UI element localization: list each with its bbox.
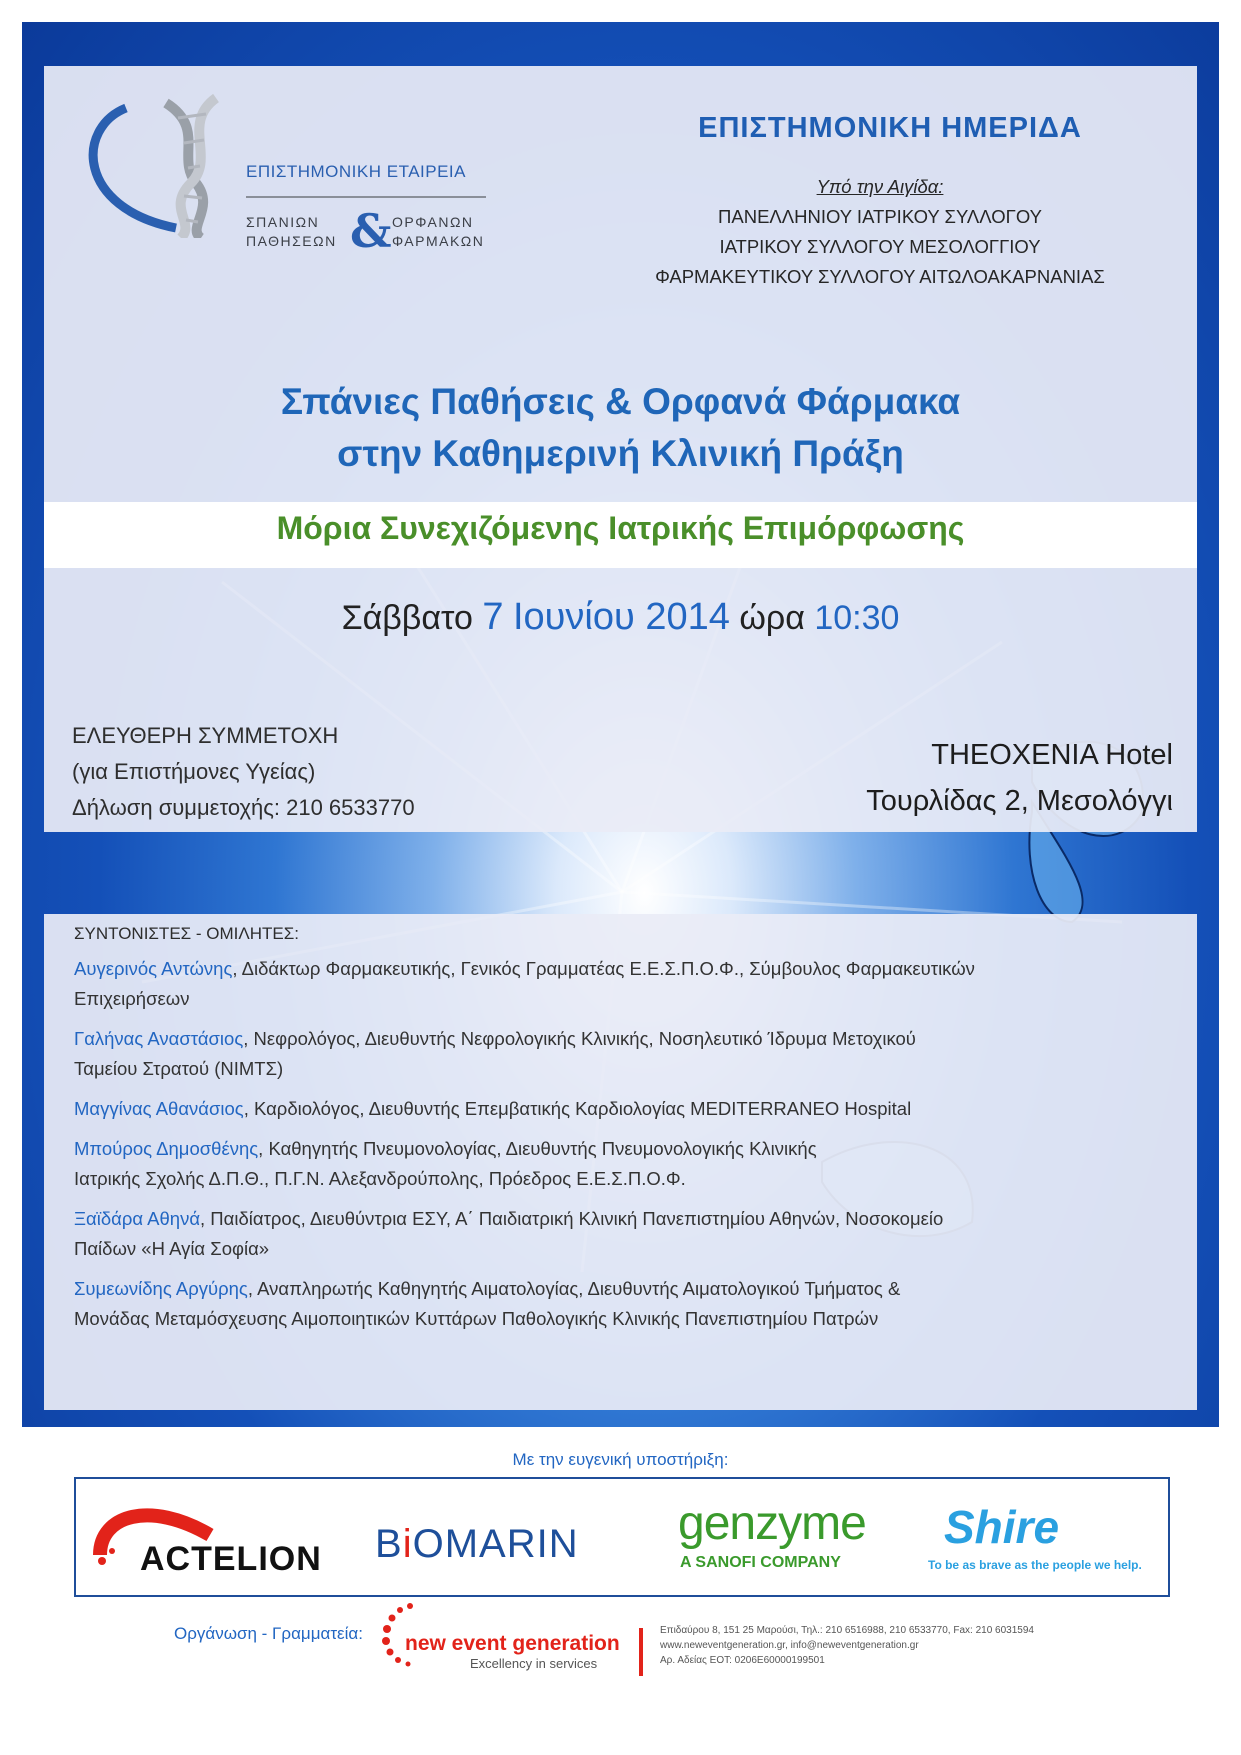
speaker-item <box>74 954 1154 1014</box>
contact-line: Επιδαύρου 8, 151 25 Μαρούσι, Τηλ.: 210 6516988, 210 6533770, Fax: 210 6031594 <box>660 1625 1034 1636</box>
speaker-name: Μαγγίνας Αθανάσιος <box>74 1098 244 1119</box>
speaker-role: , Αναπληρωτής Καθηγητής Αιματολογίας, Διευθυντής Αιματολογικού Τμήματος & <box>247 1278 901 1299</box>
logo-ampersand: & <box>350 204 392 258</box>
organizer-company: new event generation <box>405 1632 620 1655</box>
footer-divider <box>639 1628 643 1676</box>
event-date <box>44 596 1197 639</box>
genzyme-subtitle: A SANOFI COMPANY <box>680 1554 841 1571</box>
speaker-name: Μπούρος Δημοσθένης <box>74 1138 259 1159</box>
date-time: 10:30 <box>814 599 900 637</box>
date-month-year: Ιουνίου 2014 <box>512 596 730 638</box>
biomarin-b: B <box>375 1522 403 1566</box>
organizer-label: Οργάνωση - Γραμματεία: <box>174 1624 363 1643</box>
venue-name: THEOXENIA Hotel <box>931 739 1173 771</box>
main-title-line2: στην Καθημερινή Κλινική Πράξη <box>337 433 904 474</box>
speaker-item <box>74 1204 1154 1264</box>
speaker-item <box>74 1274 1154 1334</box>
speaker-role-cont: Ιατρικής Σχολής Δ.Π.Θ., Π.Γ.Ν. Αλεξανδρούπολης, Πρόεδρος Ε.Ε.Σ.Π.Ο.Φ. <box>74 1168 686 1189</box>
logo-right-top: ΟΡΦΑΝΩΝ <box>392 214 474 230</box>
participation-free: ΕΛΕΥΘΕΡΗ ΣΥΜΜΕΤΟΧΗ <box>72 723 339 748</box>
biomarin-rest: OMARIN <box>412 1522 579 1566</box>
contact-line: www.neweventgeneration.gr, info@neweventgeneration.gr <box>660 1640 919 1651</box>
logo-right-bottom: ΦΑΡΜΑΚΩΝ <box>392 233 485 249</box>
speaker-name: Γαλήνας Αναστάσιος <box>74 1028 244 1049</box>
biomarin-i: i <box>402 1522 413 1566</box>
venue-address: Τουρλίδας 2, Μεσολόγγι <box>866 785 1173 817</box>
biomarin-logo <box>375 1522 579 1567</box>
organizer-contact <box>660 1623 1034 1668</box>
date-day: 7 <box>482 596 504 638</box>
participation-audience: (για Επιστήμονες Υγείας) <box>72 759 316 784</box>
speaker-name: Αυγερινός Αντώνης <box>74 958 233 979</box>
speaker-role: , Νεφρολόγος, Διευθυντής Νεφρολογικής Κλινικής, Νοσηλευτικό Ίδρυμα Μετοχικού <box>243 1028 916 1049</box>
date-weekday: Σάββατο <box>341 599 473 637</box>
aegis-label: Υπό την Αιγίδα: <box>816 176 944 197</box>
logo-divider <box>246 196 486 198</box>
dna-logo-icon <box>66 88 256 238</box>
main-title-line1: Σπάνιες Παθήσεις & Ορφανά Φάρμακα <box>280 381 961 422</box>
speaker-role: , Καθηγητής Πνευμονολογίας, Διευθυντής Πνευμονολογικής Κλινικής <box>258 1138 817 1159</box>
speaker-role: , Καρδιολόγος, Διευθυντής Επεμβατικής Καρδιολογίας MEDITERRANEO Hospital <box>243 1098 912 1119</box>
logo-left-bottom: ΠΑΘΗΣΕΩΝ <box>246 233 337 249</box>
event-type-heading: ΕΠΙΣΤΗΜΟΝΙΚΗ ΗΜΕΡΙΔΑ <box>698 112 1082 144</box>
cme-credits-text: Μόρια Συνεχιζόμενης Ιατρικής Επιμόρφωσης <box>276 510 965 546</box>
aegis-item: ΠΑΝΕΛΛΗΝΙΟΥ ΙΑΤΡΙΚΟΥ ΣΥΛΛΟΓΟΥ <box>718 206 1042 227</box>
speaker-role: , Παιδίατρος, Διευθύντρια ΕΣΥ, Α΄ Παιδιατρική Κλινική Πανεπιστημίου Αθηνών, Νοσοκομείο <box>200 1208 944 1229</box>
speaker-role: , Διδάκτωρ Φαρμακευτικής, Γενικός Γραμματέας Ε.Ε.Σ.Π.Ο.Φ., Σύμβουλος Φαρμακευτικών <box>232 958 975 979</box>
main-title <box>44 376 1197 480</box>
shire-tagline: To be as brave as the people we help. <box>928 1558 1142 1572</box>
speaker-name: Συμεωνίδης Αργύρης <box>74 1278 248 1299</box>
shire-logo: Shire <box>944 1501 1060 1553</box>
contact-line: Αρ. Αδείας ΕΟΤ: 0206Ε60000199501 <box>660 1655 825 1666</box>
speakers-heading: ΣΥΝΤΟΝΙΣΤΕΣ - ΟΜΙΛΗΤΕΣ: <box>74 924 299 943</box>
speaker-item <box>74 1094 1154 1124</box>
participation-info <box>72 718 415 826</box>
aegis-item: ΙΑΤΡΙΚΟΥ ΣΥΛΛΟΓΟΥ ΜΕΣΟΛΟΓΓΙΟΥ <box>719 236 1041 257</box>
organizer-tagline: Excellency in services <box>470 1656 598 1671</box>
logo-line1: ΕΠΙΣΤΗΜΟΝΙΚΗ ΕΤΑΙΡΕΙΑ <box>246 162 466 181</box>
actelion-logo: ACTELION <box>140 1540 322 1578</box>
speaker-item <box>74 1134 1154 1194</box>
genzyme-logo: genzyme <box>678 1497 866 1550</box>
speaker-item <box>74 1024 1154 1084</box>
aegis-item: ΦΑΡΜΑΚΕΥΤΙΚΟΥ ΣΥΛΛΟΓΟΥ ΑΙΤΩΛΟΑΚΑΡΝΑΝΙΑΣ <box>655 266 1105 287</box>
speaker-name: Ξαϊδάρα Αθηνά <box>74 1208 201 1229</box>
participation-registration: Δήλωση συμμετοχής: 210 6533770 <box>72 795 415 820</box>
speaker-role-cont: Παίδων «Η Αγία Σοφία» <box>74 1238 270 1259</box>
venue-info <box>866 732 1173 824</box>
date-time-label: ώρα <box>739 599 805 637</box>
support-label: Με την ευγενική υποστήριξη: <box>512 1450 729 1469</box>
logo-left-top: ΣΠΑΝΙΩΝ <box>246 214 320 230</box>
speaker-role-cont: Μονάδας Μεταμόσχευσης Αιμοποιητικών Κυττάρων Παθολογικής Κλινικής Πανεπιστημίου Πατρών <box>74 1308 879 1329</box>
aegis-block <box>560 172 1200 292</box>
speaker-role-cont: Επιχειρήσεων <box>74 988 190 1009</box>
speaker-role-cont: Ταμείου Στρατού (ΝΙΜΤΣ) <box>74 1058 284 1079</box>
